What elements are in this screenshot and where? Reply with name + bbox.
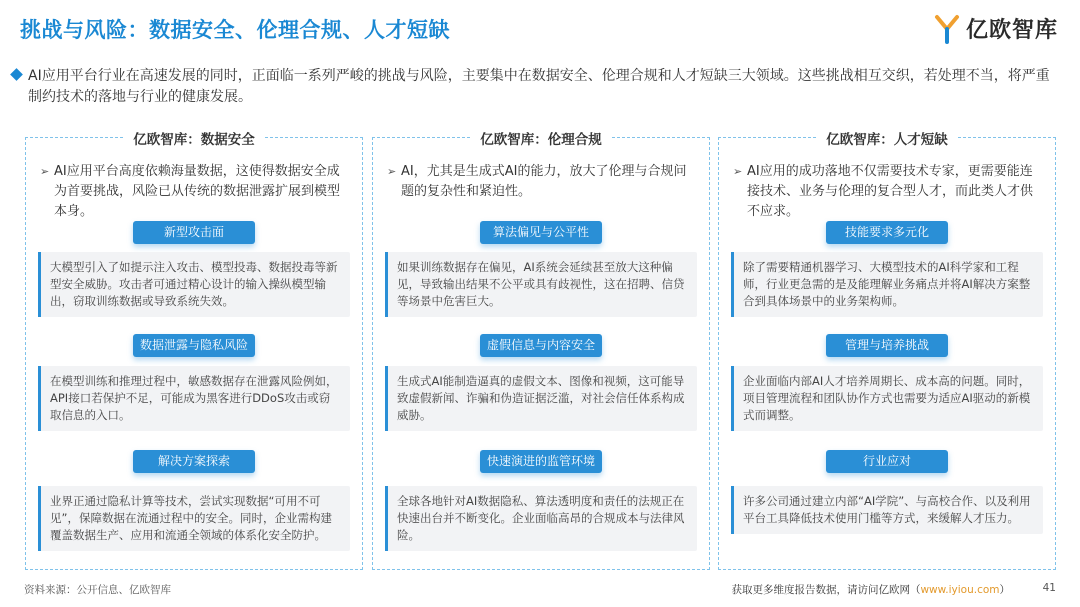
page-title: 挑战与风险：数据安全、伦理合规、人才短缺 <box>20 18 450 42</box>
arrow-bullet-icon: ➢ <box>733 165 743 178</box>
intro-text: AI应用平台行业在高速发展的同时，正面临一系列严峻的挑战与风险，主要集中在数据安全、伦理合规和人才短缺三大领域。这些挑战相互交织，若处理不当，将严重制约技术的落地与行业的健康发展。 <box>28 68 1050 105</box>
section-text: 除了需要精通机器学习、大模型技术的AI科学家和工程师，行业更急需的是及能理解业务痛点并将AI解决方案整合到具体场景中的业务架构师。 <box>731 252 1043 317</box>
brand-logo-icon <box>934 14 960 44</box>
section-text: 在模型训练和推理过程中，敏感数据存在泄露风险例如，API接口若保护不足，可能成为黑客进行DDoS攻击或窃取信息的入口。 <box>38 366 350 431</box>
more-info-suffix: ） <box>999 584 1010 596</box>
section-text: 生成式AI能制造逼真的虚假文本、图像和视频，这可能导致虚假新闻、诈骗和伪造证据泛滥，对社会信任体系构成威胁。 <box>385 366 697 431</box>
more-info-prefix: 获取更多维度报告数据，请访问亿欧网（ <box>731 584 921 596</box>
panel-summary-text: AI应用的成功落地不仅需要技术专家，更需要能连接技术、业务与伦理的复合型人才，而此类人才供不应求。 <box>747 164 1034 219</box>
section-label: 行业应对 <box>826 450 948 473</box>
panel-title: 亿欧智库：人才短缺 <box>818 132 956 148</box>
website-link[interactable]: www.iyiou.com <box>920 584 1000 596</box>
intro-paragraph <box>28 66 1058 108</box>
more-info-note <box>731 582 1010 597</box>
panel-summary <box>387 162 697 202</box>
panel-talent-shortage <box>718 132 1056 570</box>
section-label: 快速演进的监管环境 <box>480 450 602 473</box>
panel-summary <box>40 162 350 222</box>
panel-ethics-compliance <box>372 132 710 570</box>
diamond-bullet-icon <box>10 68 23 81</box>
section-label: 管理与培养挑战 <box>826 334 948 357</box>
brand-logo <box>934 13 1058 44</box>
section-label: 数据泄露与隐私风险 <box>133 334 255 357</box>
section-text: 业界正通过隐私计算等技术，尝试实现数据“可用不可见”，保障数据在流通过程中的安全。同时，企业需构建覆盖数据生产、应用和流通全领域的体系化安全防护。 <box>38 486 350 551</box>
section-text: 企业面临内部AI人才培养周期长、成本高的问题。同时，项目管理流程和团队协作方式也需要为适应AI驱动的新模式而调整。 <box>731 366 1043 431</box>
section-label: 解决方案探索 <box>133 450 255 473</box>
page-number: 41 <box>1042 582 1056 594</box>
section-label: 虚假信息与内容安全 <box>480 334 602 357</box>
arrow-bullet-icon: ➢ <box>387 165 397 178</box>
section-text: 许多公司通过建立内部“AI学院”、与高校合作、以及利用平台工具降低技术使用门槛等方式，来缓解人才压力。 <box>731 486 1043 534</box>
section-text: 如果训练数据存在偏见，AI系统会延续甚至放大这种偏见，导致输出结果不公平或具有歧视性，这在招聘、信贷等场景中危害巨大。 <box>385 252 697 317</box>
section-label: 技能要求多元化 <box>826 221 948 244</box>
brand-name: 亿欧智库 <box>965 18 1058 43</box>
panel-summary <box>733 162 1043 222</box>
section-text: 大模型引入了如提示注入攻击、模型投毒、数据投毒等新型安全威胁。攻击者可通过精心设计的输入操纵模型输出，窃取训练数据或导致系统失效。 <box>38 252 350 317</box>
section-label: 算法偏见与公平性 <box>480 221 602 244</box>
panel-data-security <box>25 132 363 570</box>
panel-title: 亿欧智库：数据安全 <box>125 132 263 148</box>
panel-title: 亿欧智库：伦理合规 <box>472 132 610 148</box>
section-text: 全球各地针对AI数据隐私、算法透明度和责任的法规正在快速出台并不断变化。企业面临高昂的合规成本与法律风险。 <box>385 486 697 551</box>
arrow-bullet-icon: ➢ <box>40 165 50 178</box>
source-note: 资料来源：公开信息、亿欧智库 <box>24 584 171 596</box>
panel-summary-text: AI，尤其是生成式AI的能力，放大了伦理与合规问题的复杂性和紧迫性。 <box>401 164 687 199</box>
section-label: 新型攻击面 <box>133 221 255 244</box>
panel-summary-text: AI应用平台高度依赖海量数据，这使得数据安全成为首要挑战，风险已从传统的数据泄露扩展到模型本身。 <box>54 164 341 219</box>
